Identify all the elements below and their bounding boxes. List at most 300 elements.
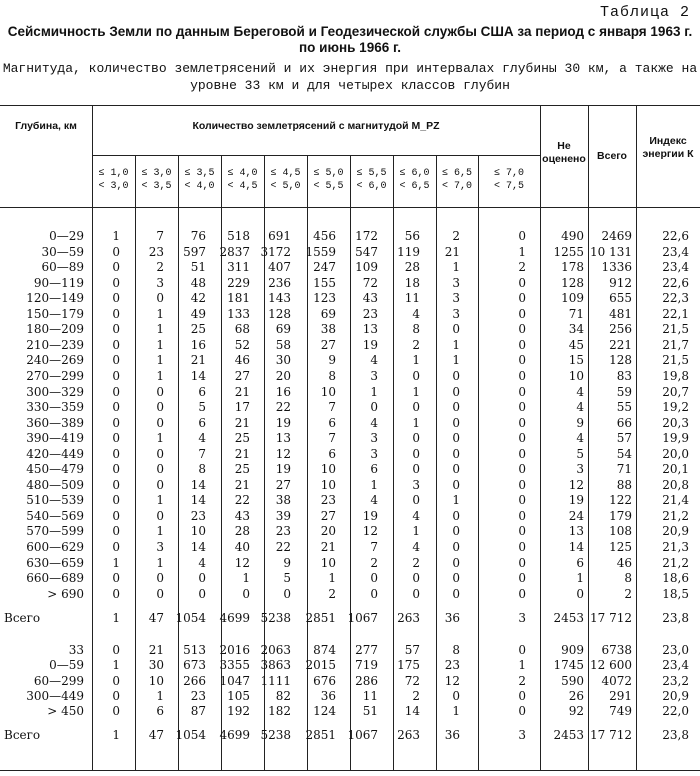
total-row-cell: 263 [397,728,420,742]
table-row-cell: 10 [320,462,336,477]
class-row-cell: 2 [412,688,420,703]
table-row-cell: 0 [412,368,420,383]
class-row-cell: 30 [148,658,164,673]
table-row-cell: 25 [234,462,250,477]
table-row-cell: 27 [234,368,250,383]
table-row-cell: 2 [328,586,336,601]
table-row-cell: 0 [112,571,120,586]
class-row-cell: 266 [183,673,206,688]
table-row-cell: 6 [328,446,336,461]
class-row-cell: 175 [397,658,420,673]
depth-label: 60—89 [41,260,84,275]
class-row-cell: 3355 [219,658,250,673]
magnitude-bin-upper: < 6,0 [356,181,387,192]
table-row-cell: 23 [148,244,164,259]
table-row-cell: 236 [268,275,291,290]
table-number: Таблица 2 [599,4,690,21]
magnitude-bin-upper: < 4,5 [227,181,258,192]
table-row-cell: 23 [190,508,206,523]
table-row-cell: 311 [227,260,250,275]
class-row-cell: 2015 [305,658,336,673]
depth-label: > 450 [47,704,84,719]
table-row-cell: 21,2 [662,508,689,523]
table-row-cell: 28 [234,524,250,539]
table-row-cell: 108 [609,524,632,539]
class-row-cell: 124 [313,704,336,719]
table-row-cell: 1 [452,337,460,352]
table-row-cell: 21 [234,384,250,399]
table-row-cell: 5 [283,571,291,586]
table-row-cell: 7 [156,229,164,243]
table-row-cell: 34 [568,322,584,337]
total-row-cell: 47 [148,728,164,742]
table-row-cell: 912 [609,275,632,290]
depth-label: 0—59 [49,658,84,673]
table-row-cell: 4 [576,431,584,446]
total-row-cell: 2851 [305,611,336,625]
table-row-cell: 4 [370,415,378,430]
table-row-cell: 2 [412,555,420,570]
table-row-cell: 0 [112,244,120,259]
total-row-cell: 17 712 [590,728,632,742]
table-row-cell: 21,3 [662,540,689,554]
table-row-cell: 43 [234,508,250,523]
class-row-cell: 3863 [260,658,291,673]
class-row-cell: 1 [112,658,120,673]
total-row-cell: 1 [112,611,120,625]
table-row-cell: 3 [156,275,164,290]
table-row-cell: 1 [156,337,164,352]
table-row-cell: 0 [452,524,460,539]
header-depth: Глубина, км [15,120,77,132]
magnitude-bin-upper: < 3,5 [141,181,172,192]
table-row-cell: 23 [362,306,378,321]
table-row-cell: 3 [370,431,378,446]
table-row-cell: 0 [412,462,420,477]
magnitude-bin-upper: < 5,5 [313,181,344,192]
table-row-cell: 21,2 [662,555,689,570]
table-row-cell: 20 [275,368,291,383]
table-row-cell: 22 [275,400,291,415]
magnitude-bin-lower: ≤ 3,5 [184,168,215,179]
class-row-cell: 12 [444,673,460,688]
table-row-cell: 1 [156,353,164,368]
magnitude-bin-lower: ≤ 4,0 [227,168,258,179]
class-row-cell: 11 [362,688,378,703]
table-row-cell: 9 [328,353,336,368]
table-row-cell: 19 [362,508,378,523]
class-row-cell: 291 [609,688,632,703]
class-row-cell: 513 [183,643,206,657]
table-row-cell: 0 [112,462,120,477]
table-row-cell: 14 [190,493,206,508]
table-row-cell: 16 [275,384,291,399]
depth-label: 33 [68,643,84,657]
table-row-cell: 1 [156,431,164,446]
table-row-cell: 4 [412,540,420,554]
class-row-cell: 26 [568,688,584,703]
table-row-cell: 21,5 [662,353,689,368]
table-row-cell: 9 [283,555,291,570]
table-row-cell: 23,4 [662,244,689,259]
magnitude-bin-lower: ≤ 1,0 [98,168,129,179]
table-row-cell: 20,3 [662,415,689,430]
table-row-cell: 0 [242,586,250,601]
table-row-cell: 42 [190,291,206,306]
table-row-cell: 0 [412,571,420,586]
class-row-cell: 719 [355,658,378,673]
table-row-cell: 8 [328,368,336,383]
class-row-cell: 14 [404,704,420,719]
table-row-cell: 71 [616,462,632,477]
table-row-cell: 10 [190,524,206,539]
table-row-cell: 21 [444,244,460,259]
table-row-cell: 0 [156,462,164,477]
total-row-cell: 1054 [175,728,206,742]
table-row-cell: 2 [518,260,526,275]
table-row-cell: 0 [370,571,378,586]
table-row-cell: 2 [370,555,378,570]
table-row-cell: 59 [616,384,632,399]
table-row-cell: 1 [156,524,164,539]
table-row-cell: 21 [234,477,250,492]
table-row-cell: 0 [156,384,164,399]
table-row-cell: 2 [452,229,460,243]
table-row-cell: 3 [452,275,460,290]
table-row-cell: 30 [275,353,291,368]
total-row-cell: 2851 [305,728,336,742]
class-row-cell: 0 [112,643,120,657]
total-row-cell: 2453 [553,611,584,625]
table-row-cell: 14 [190,540,206,554]
table-row-cell: 7 [328,400,336,415]
table-row-cell: 128 [561,275,584,290]
total-row-cell: 5238 [260,611,291,625]
table-row-cell: 1559 [305,244,336,259]
table-row-cell: 16 [190,337,206,352]
table-row-cell: 20,8 [662,477,689,492]
table-row-cell: 21 [234,415,250,430]
table-row-cell: 0 [452,508,460,523]
table-row-cell: 20,9 [662,524,689,539]
class-row-cell: 909 [561,643,584,657]
table-row-cell: 0 [452,384,460,399]
table-row-cell: 10 [568,368,584,383]
table-row-cell: 22 [275,540,291,554]
table-row-cell: 14 [190,477,206,492]
table-row-cell: 1 [156,493,164,508]
header-top-rule [0,105,700,106]
table-row-cell: 256 [609,322,632,337]
table-row-cell: 0 [156,508,164,523]
class-row-cell: 673 [183,658,206,673]
table-row-cell: 5 [198,400,206,415]
depth-label: 240—269 [26,353,84,368]
table-row-cell: 21 [320,540,336,554]
class-row-cell: 21 [148,643,164,657]
depth-label: 510—539 [26,493,84,508]
magnitude-bin-lower: ≤ 6,5 [441,168,472,179]
table-row-cell: 21,7 [662,337,689,352]
class-row-cell: 22,0 [662,704,689,719]
total-row-cell: 5238 [260,728,291,742]
table-row-cell: 3172 [260,244,291,259]
table-row-cell: 21,4 [662,493,689,508]
table-row-cell: 22 [234,493,250,508]
table-row-cell: 4 [412,508,420,523]
table-row-cell: 0 [112,337,120,352]
table-row-cell: 23,4 [662,260,689,275]
table-row-cell: 0 [518,229,526,243]
table-row-cell: 3 [156,540,164,554]
table-row-cell: 0 [156,586,164,601]
depth-label: 540—569 [26,508,84,523]
total-row-cell: 1067 [347,728,378,742]
table-row-cell: 481 [609,306,632,321]
table-row-cell: 1 [452,353,460,368]
table-row-cell: 19 [275,462,291,477]
table-row-cell: 0 [518,540,526,554]
table-row-cell: 38 [320,322,336,337]
class-row-cell: 2 [518,673,526,688]
table-row-cell: 19 [568,493,584,508]
total-row-cell: 2453 [553,728,584,742]
table-row-cell: 4 [576,384,584,399]
depth-label: 390—419 [26,431,84,446]
table-row-cell: 52 [234,337,250,352]
class-row-cell: 51 [362,704,378,719]
table-row-cell: 3 [576,462,584,477]
table-row-cell: 122 [609,493,632,508]
table-row-cell: 123 [313,291,336,306]
table-row-cell: 125 [609,540,632,554]
table-row-cell: 58 [275,337,291,352]
table-row-cell: 490 [561,229,584,243]
table-row-cell: 46 [234,353,250,368]
table-row-cell: 19 [362,337,378,352]
table-row-cell: 3 [370,446,378,461]
table-row-cell: 12 [362,524,378,539]
table-row-cell: 10 [320,384,336,399]
header-total: Всего [597,150,627,162]
table-row-cell: 39 [275,508,291,523]
table-row-cell: 68 [234,322,250,337]
table-row-cell: 21 [190,353,206,368]
table-row-cell: 109 [355,260,378,275]
table-row-cell: 20 [320,524,336,539]
table-row-cell: 6 [328,415,336,430]
table-row-cell: 13 [362,322,378,337]
table-row-cell: 6 [198,384,206,399]
table-row-cell: 13 [275,431,291,446]
table-row-cell: 5 [576,446,584,461]
table-row-cell: 27 [320,337,336,352]
table-row-cell: 655 [609,291,632,306]
class-row-cell: 192 [227,704,250,719]
table-row-cell: 18,6 [662,571,689,586]
table-row-cell: 12 [275,446,291,461]
class-row-cell: 72 [404,673,420,688]
class-row-cell: 1 [518,658,526,673]
table-row-cell: 22,3 [662,291,689,306]
table-row-cell: 12 [234,555,250,570]
table-row-cell: 0 [156,400,164,415]
table-row-cell: 518 [227,229,250,243]
depth-label: 570—599 [26,524,84,539]
table-row-cell: 0 [112,322,120,337]
table-row-cell: 0 [112,260,120,275]
table-row-cell: 13 [568,524,584,539]
table-row-cell: 0 [518,446,526,461]
table-row-cell: 691 [268,229,291,243]
table-row-cell: 0 [112,415,120,430]
table-row-cell: 1 [112,229,120,243]
table-row-cell: 69 [320,306,336,321]
table-row-cell: 88 [616,477,632,492]
table-row-cell: 20,7 [662,384,689,399]
class-row-cell: 277 [355,643,378,657]
table-row-cell: 7 [328,431,336,446]
table-row-cell: 0 [370,400,378,415]
table-title: Сейсмичность Земли по данным Береговой и Геодезической службы США за период с января 1963 г. по июнь 1966 г. [7,24,693,55]
class-row-cell: 2016 [219,643,250,657]
table-row-cell: 10 131 [590,244,632,259]
table-row-cell: 0 [370,586,378,601]
depth-label: 420—449 [26,446,84,461]
table-row-cell: 0 [518,524,526,539]
table-row-cell: 0 [112,446,120,461]
class-row-cell: 676 [313,673,336,688]
table-subtitle: Магнитуда, количество землетрясений и их энергия при интервалах глубины 30 км, а также на уровне 33 км и для четырех классов глубин [2,61,698,93]
class-row-cell: 8 [452,643,460,657]
table-row-cell: 0 [518,493,526,508]
depth-label: Всего [4,728,41,742]
total-row-cell: 23,8 [662,728,689,742]
table-row-cell: 0 [112,431,120,446]
depth-label: 630—659 [26,555,84,570]
table-row-cell: 56 [404,229,420,243]
table-row-cell: 0 [112,508,120,523]
table-row-cell: 0 [198,571,206,586]
table-row-cell: 1 [412,415,420,430]
table-row-cell: 23 [320,493,336,508]
class-row-cell: 874 [313,643,336,657]
class-row-cell: 20,9 [662,688,689,703]
table-row-cell: 247 [313,260,336,275]
magnitude-bin-upper: < 4,0 [184,181,215,192]
table-row-cell: 4 [412,306,420,321]
depth-label: 120—149 [26,291,84,306]
table-row-cell: 57 [616,431,632,446]
table-row-cell: 0 [112,275,120,290]
class-row-cell: 105 [227,688,250,703]
total-row-cell: 3 [518,728,526,742]
table-row-cell: 128 [268,306,291,321]
table-row-cell: 1 [370,384,378,399]
table-row-cell: 1 [370,477,378,492]
table-row-cell: 1 [576,571,584,586]
table-row-cell: 6 [198,415,206,430]
table-row-cell: 1 [452,493,460,508]
table-row-cell: 69 [275,322,291,337]
class-row-cell: 92 [568,704,584,719]
table-row-cell: 0 [156,571,164,586]
table-row-cell: 8 [412,322,420,337]
table-row-cell: 12 [568,477,584,492]
class-row-cell: 23 [190,688,206,703]
table-row-cell: 119 [397,244,420,259]
table-row-cell: 179 [609,508,632,523]
table-row-cell: 0 [518,477,526,492]
table-row-cell: 1 [156,306,164,321]
table-row-cell: 20,0 [662,446,689,461]
class-row-cell: 182 [268,704,291,719]
table-row-cell: 0 [452,477,460,492]
table-row-cell: 0 [156,291,164,306]
table-row-cell: 0 [452,415,460,430]
table-row-cell: 1 [156,555,164,570]
table-row-cell: 23 [275,524,291,539]
class-row-cell: 2063 [260,643,291,657]
table-row-cell: 221 [609,337,632,352]
table-row-cell: 178 [561,260,584,275]
depth-label: > 690 [47,586,84,601]
table-row-cell: 6 [370,462,378,477]
table-row-cell: 0 [518,384,526,399]
class-row-cell: 23,0 [662,643,689,657]
table-row-cell: 0 [518,337,526,352]
table-row-cell: 109 [561,291,584,306]
class-row-cell: 0 [518,643,526,657]
table-row-cell: 172 [355,229,378,243]
table-row-cell: 4 [370,493,378,508]
table-row-cell: 3 [370,368,378,383]
table-row-cell: 71 [568,306,584,321]
header-not-estimated: Не оценено [542,140,586,165]
table-row-cell: 10 [320,555,336,570]
table-row-cell: 2 [624,586,632,601]
depth-label: 210—239 [26,337,84,352]
table-row-cell: 1 [412,524,420,539]
table-row-cell: 8 [198,462,206,477]
depth-label: 600—629 [26,540,84,554]
total-row-cell: 4699 [219,728,250,742]
class-row-cell: 6 [156,704,164,719]
class-row-cell: 749 [609,704,632,719]
total-row-cell: 263 [397,611,420,625]
table-row-cell: 0 [112,353,120,368]
table-row-cell: 0 [518,586,526,601]
table-row-cell: 25 [234,431,250,446]
table-row-cell: 54 [616,446,632,461]
total-row-cell: 1 [112,728,120,742]
table-row-cell: 1 [242,571,250,586]
table-row-cell: 19,9 [662,431,689,446]
magnitude-bin-lower: ≤ 5,5 [356,168,387,179]
class-row-cell: 1745 [553,658,584,673]
table-row-cell: 4 [198,431,206,446]
depth-label: 90—119 [33,275,84,290]
table-row-cell: 6 [576,555,584,570]
class-row-cell: 286 [355,673,378,688]
table-row-cell: 49 [190,306,206,321]
depth-label: 180—209 [26,322,84,337]
depth-label: 270—299 [26,368,84,383]
table-row-cell: 0 [112,306,120,321]
class-row-cell: 590 [561,673,584,688]
table-row-cell: 0 [452,431,460,446]
table-row-cell: 0 [518,462,526,477]
